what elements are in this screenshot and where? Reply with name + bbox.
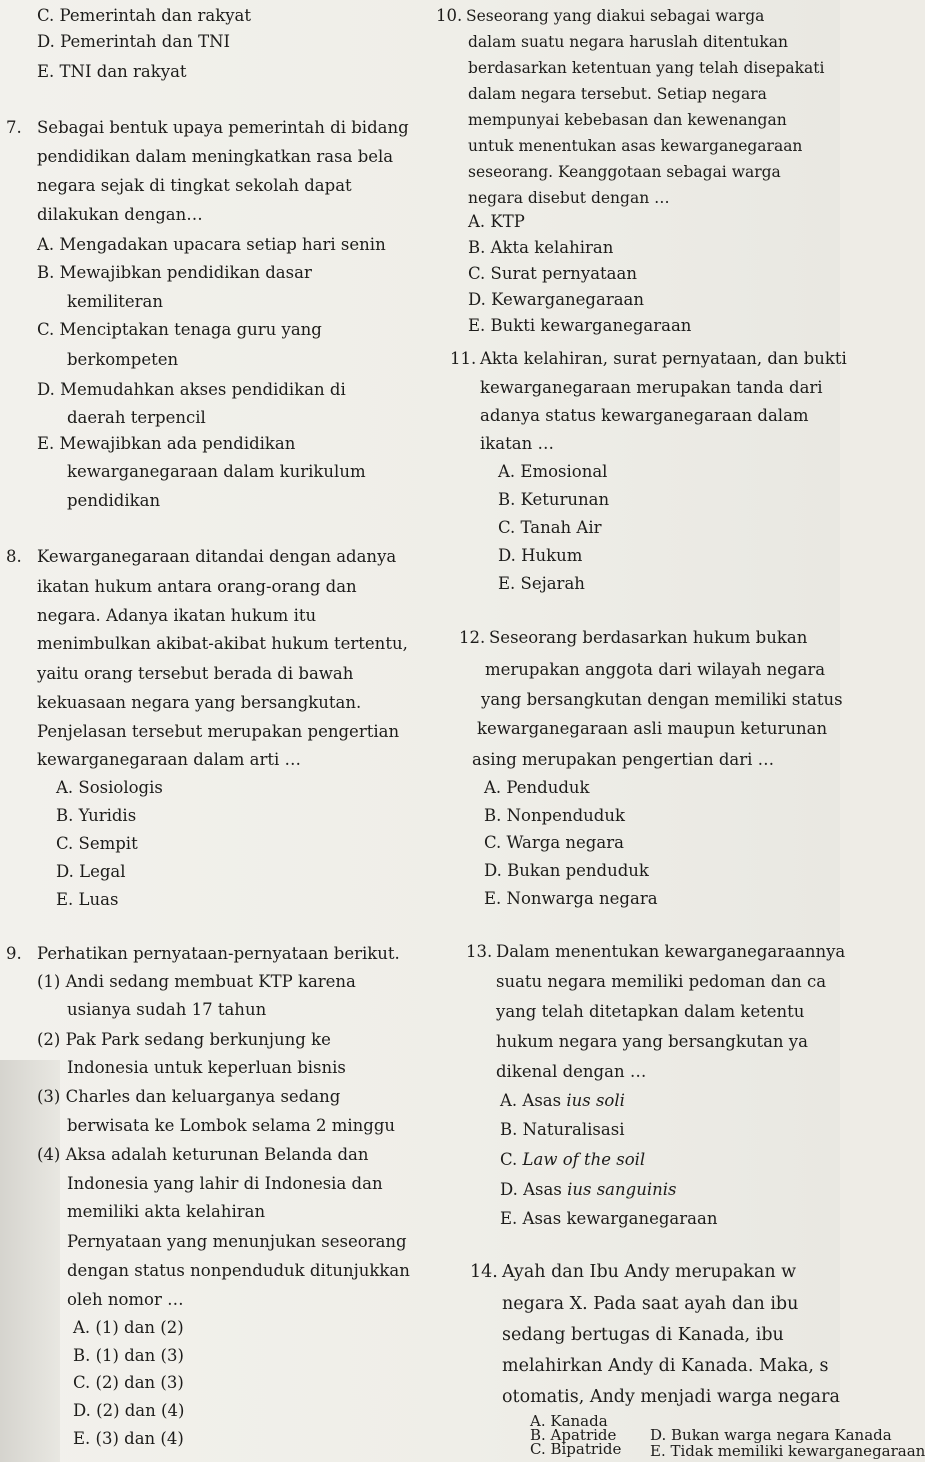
q9-statement-3-cont: berwisata ke Lombok selama 2 minggu (67, 1116, 396, 1135)
q12-option-d: D. Bukan penduduk (484, 861, 649, 880)
q6-option-d: D. Pemerintah dan TNI (37, 32, 231, 51)
q9-stem-line: Perhatikan pernyataan-pernyataan berikut. (37, 944, 400, 963)
q8-option-a: A. Sosiologis (56, 778, 163, 797)
q13-option-b: B. Naturalisasi (500, 1120, 625, 1139)
q9-option-e: E. (3) dan (4) (73, 1429, 184, 1448)
q10-option-b: B. Akta kelahiran (468, 238, 614, 257)
q8-stem-line: yaitu orang tersebut berada di bawah (37, 664, 354, 683)
q9-option-b: B. (1) dan (3) (73, 1346, 184, 1365)
q10-option-e: E. Bukti kewarganegaraan (468, 316, 692, 335)
q12-option-b: B. Nonpenduduk (484, 806, 625, 825)
q14-option-e: E. Tidak memiliki kewarganegaraan (650, 1442, 925, 1460)
q9-option-c: C. (2) dan (3) (73, 1373, 184, 1392)
q7-option-a: A. Mengadakan upacara setiap hari senin (37, 235, 386, 254)
q10-stem-line: mempunyai kebebasan dan kewenangan (468, 111, 787, 129)
q7-stem-line: negara sejak di tingkat sekolah dapat (37, 176, 352, 195)
q7-number: 7. (6, 118, 22, 137)
q14-option-c: C. Bipatride (530, 1440, 622, 1458)
q8-option-e: E. Luas (56, 890, 119, 909)
q8-option-c: C. Sempit (56, 834, 138, 853)
q7-option-c-cont: berkompeten (67, 350, 179, 369)
q10-option-a: A. KTP (468, 212, 525, 231)
q9-statement-1: (1) Andi sedang membuat KTP karena (37, 972, 356, 991)
q14-option-b: B. Apatride (530, 1426, 617, 1444)
q8-number: 8. (6, 547, 22, 566)
q9-statement-2-cont: Indonesia untuk keperluan bisnis (67, 1058, 346, 1077)
q10-stem-line: negara disebut dengan … (468, 189, 670, 207)
q11-option-a: A. Emosional (498, 462, 608, 481)
q12-option-c: C. Warga negara (484, 833, 624, 852)
q8-option-d: D. Legal (56, 862, 126, 881)
q9-number: 9. (6, 944, 22, 963)
q7-option-d-cont: daerah terpencil (67, 408, 206, 427)
q13-option-c: C. Law of the soil (500, 1150, 646, 1169)
q14-stem-line: negara X. Pada saat ayah dan ibu (502, 1294, 799, 1314)
q14-stem-line: melahirkan Andy di Kanada. Maka, s (502, 1356, 829, 1376)
q9-question-line: oleh nomor … (67, 1290, 184, 1309)
q9-statement-4: (4) Aksa adalah keturunan Belanda dan (37, 1145, 369, 1164)
q13-stem-line: yang telah ditetapkan dalam ketentu (496, 1002, 805, 1021)
q8-stem-line: Kewarganegaraan ditandai dengan adanya (37, 547, 397, 566)
q14-stem-line: otomatis, Andy menjadi warga negara (502, 1387, 840, 1407)
q12-option-a: A. Penduduk (484, 778, 590, 797)
q9-option-a: A. (1) dan (2) (73, 1318, 184, 1337)
q7-stem-line: pendidikan dalam meningkatkan rasa bela (37, 147, 394, 166)
q6-option-e: E. TNI dan rakyat (37, 62, 187, 81)
q8-option-b: B. Yuridis (56, 806, 137, 825)
q14-stem-line: sedang bertugas di Kanada, ibu (502, 1325, 784, 1345)
q14-stem-line: Ayah dan Ibu Andy merupakan w (502, 1262, 797, 1282)
q10-stem-line: berdasarkan ketentuan yang telah disepakati (468, 59, 825, 77)
q13-stem-line: dikenal dengan … (496, 1062, 647, 1081)
q10-stem-line: seseorang. Keanggotaan sebagai warga (468, 163, 781, 181)
q8-stem-line: menimbulkan akibat-akibat hukum tertentu, (37, 634, 408, 653)
q13-option-a: A. Asas ius soli (500, 1091, 625, 1110)
q7-option-b: B. Mewajibkan pendidikan dasar (37, 263, 312, 282)
q11-stem-line: Akta kelahiran, surat pernyataan, dan bukti (480, 349, 847, 368)
q7-stem-line: Sebagai bentuk upaya pemerintah di bidang (37, 118, 409, 137)
q14-option-a: A. Kanada (530, 1412, 608, 1430)
q13-stem-line: hukum negara yang bersangkutan ya (496, 1032, 808, 1051)
q11-option-d: D. Hukum (498, 546, 583, 565)
q9-option-d: D. (2) dan (4) (73, 1401, 185, 1420)
q8-stem-line: kekuasaan negara yang bersangkutan. (37, 693, 362, 712)
q13-stem-line: suatu negara memiliki pedoman dan ca (496, 972, 827, 991)
q9-statement-3: (3) Charles dan keluarganya sedang (37, 1087, 341, 1106)
q10-stem-line: dalam negara tersebut. Setiap negara (468, 85, 767, 103)
q9-statement-2: (2) Pak Park sedang berkunjung ke (37, 1030, 331, 1049)
q7-stem-line: dilakukan dengan… (37, 205, 203, 224)
page-fold-shadow (0, 1060, 60, 1462)
q13-stem-line: Dalam menentukan kewarganegaraannya (496, 942, 846, 961)
q11-stem-line: adanya status kewarganegaraan dalam (480, 406, 809, 425)
q8-stem-line: negara. Adanya ikatan hukum itu (37, 606, 317, 625)
q7-option-e-cont: pendidikan (67, 491, 161, 510)
q7-option-d: D. Memudahkan akses pendidikan di (37, 380, 346, 399)
q11-option-e: E. Sejarah (498, 574, 585, 593)
q11-option-b: B. Keturunan (498, 490, 610, 509)
q11-stem-line: ikatan … (480, 434, 554, 453)
q10-option-d: D. Kewarganegaraan (468, 290, 645, 309)
q8-stem-line: Penjelasan tersebut merupakan pengertian (37, 722, 400, 741)
q8-stem-line: ikatan hukum antara orang-orang dan (37, 577, 357, 596)
q12-stem-line: kewarganegaraan asli maupun keturunan (477, 719, 828, 738)
q7-option-e-cont: kewarganegaraan dalam kurikulum (67, 462, 366, 481)
q10-option-c: C. Surat pernyataan (468, 264, 637, 283)
q10-stem-line: dalam suatu negara haruslah ditentukan (468, 33, 788, 51)
q6-option-c: C. Pemerintah dan rakyat (37, 6, 251, 25)
q12-stem-line: Seseorang berdasarkan hukum bukan (489, 628, 808, 647)
q11-stem-line: kewarganegaraan merupakan tanda dari (480, 378, 823, 397)
q12-stem-line: merupakan anggota dari wilayah negara (485, 660, 826, 679)
q14-option-d: D. Bukan warga negara Kanada (650, 1426, 892, 1444)
q14-number: 14. (470, 1262, 498, 1282)
q10-stem-line: untuk menentukan asas kewarganegaraan (468, 137, 803, 155)
q8-stem-line: kewarganegaraan dalam arti … (37, 750, 302, 769)
q12-stem-line: asing merupakan pengertian dari … (472, 750, 775, 769)
q13-number: 13. (466, 942, 493, 961)
q12-number: 12. (459, 628, 486, 647)
q9-question-line: dengan status nonpenduduk ditunjukkan (67, 1261, 410, 1280)
q7-option-e: E. Mewajibkan ada pendidikan (37, 434, 296, 453)
q9-question-line: Pernyataan yang menunjukan seseorang (67, 1232, 407, 1251)
q7-option-c: C. Menciptakan tenaga guru yang (37, 320, 322, 339)
q12-option-e: E. Nonwarga negara (484, 889, 658, 908)
q7-option-b-cont: kemiliteran (67, 292, 163, 311)
q9-statement-4-cont: Indonesia yang lahir di Indonesia dan (67, 1174, 383, 1193)
q11-option-c: C. Tanah Air (498, 518, 602, 537)
q9-statement-4-cont: memiliki akta kelahiran (67, 1202, 266, 1221)
q12-stem-line: yang bersangkutan dengan memiliki status (481, 690, 843, 709)
q13-option-d: D. Asas ius sanguinis (500, 1180, 677, 1199)
q13-option-e: E. Asas kewarganegaraan (500, 1209, 718, 1228)
q10-number: 10. (436, 6, 463, 25)
q10-stem-line: Seseorang yang diakui sebagai warga (466, 7, 765, 25)
q11-number: 11. (450, 349, 477, 368)
q9-statement-1-cont: usianya sudah 17 tahun (67, 1000, 267, 1019)
